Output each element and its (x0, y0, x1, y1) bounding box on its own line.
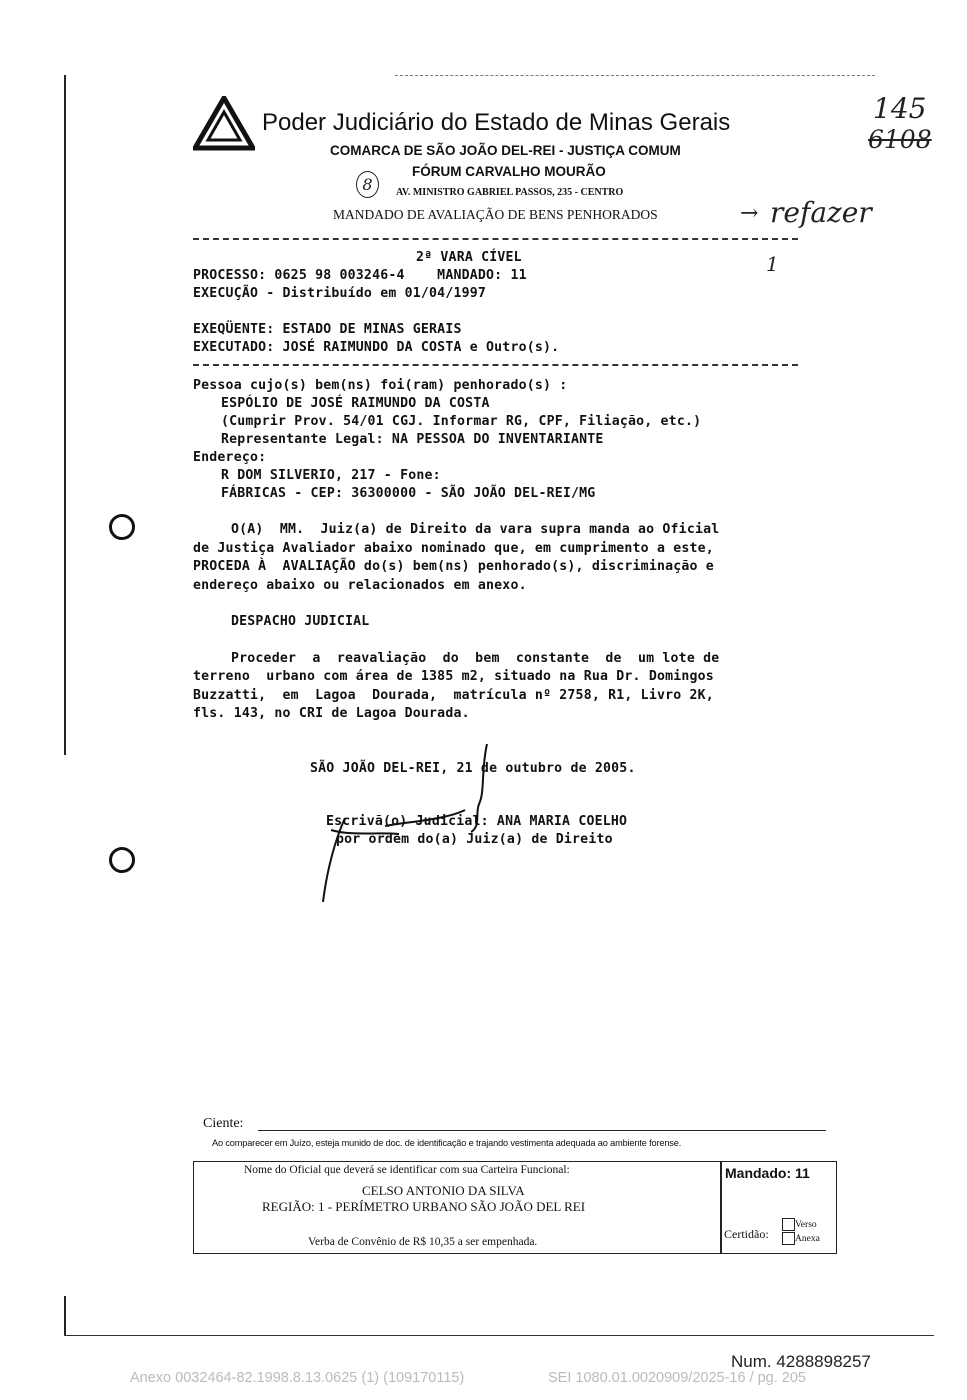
date-line: SÃO JOÃO DEL-REI, 21 de outubro de 2005. (310, 761, 636, 776)
court-logo-icon (193, 96, 255, 154)
mandado-label: Mandado: 11 (725, 1165, 810, 1181)
hole-punch-mark-1 (109, 514, 135, 540)
hole-punch-mark-2 (109, 847, 135, 873)
anexa-option[interactable] (782, 1232, 820, 1246)
forum-address: AV. MINISTRO GABRIEL PASSOS, 235 - CENTRO (396, 187, 624, 198)
certidao-options (782, 1218, 820, 1246)
despacho-line-4: fls. 143, no CRI de Lagoa Dourada. (193, 706, 470, 721)
anexa-checkbox[interactable] (782, 1232, 795, 1245)
verso-label: Verso (795, 1220, 817, 1230)
city: FÁBRICAS - CEP: 36300000 - SÃO JOÃO DEL-REI/MG (221, 486, 596, 501)
vara: 2ª VARA CÍVEL (416, 250, 522, 265)
court-name: Poder Judiciário do Estado de Minas Gerais (262, 109, 731, 136)
separator-top (193, 238, 798, 240)
anexa-label: Anexa (795, 1234, 820, 1244)
forensic-notice: Ao comparecer em Juízo, esteja munido de doc. de identificação e trajando vestimenta adequada ao ambiente forense. (212, 1138, 682, 1148)
street: R DOM SILVERIO, 217 - Fone: (221, 468, 441, 483)
forum-name: FÓRUM CARVALHO MOURÃO (412, 164, 606, 179)
sei-stamp: SEI 1080.01.0020909/2025-16 / pg. 205 (548, 1370, 806, 1386)
processo-line: PROCESSO: 0625 98 003246-4 MANDADO: 11 (193, 268, 527, 283)
order-line-3: PROCEDA À AVALIAÇÃO do(s) bem(ns) penhorado(s), discriminação e (193, 559, 714, 574)
top-scan-dashes (395, 75, 875, 76)
despacho-line-1: Proceder a reavaliação do bem constante de um lote de (231, 651, 720, 666)
order-line-2: de Justiça Avaliador abaixo nominado que, em cumprimento a este, (193, 541, 714, 556)
executado-line: EXECUTADO: JOSÉ RAIMUNDO DA COSTA e Outro(s). (193, 340, 560, 355)
despacho-title: DESPACHO JUDICIAL (231, 614, 370, 629)
document-number: Num. 4288898257 (731, 1352, 871, 1371)
person-intro: Pessoa cujo(s) bem(ns) foi(ram) penhorado(s) : (193, 378, 568, 393)
bottom-left-margin-line (64, 1296, 66, 1336)
por-ordem-line: por ordem do(a) Juiz(a) de Direito (336, 832, 613, 847)
person-name: ESPÓLIO DE JOSÉ RAIMUNDO DA COSTA (221, 396, 490, 411)
handwritten-old-page-number: 6108 (868, 125, 932, 154)
endereco-label: Endereço: (193, 450, 267, 465)
verba: Verba de Convênio de R$ 10,35 a ser empenhada. (308, 1236, 538, 1248)
handwritten-mark-1: 1 (766, 252, 779, 276)
handwritten-signature (315, 740, 505, 910)
comarca: COMARCA DE SÃO JOÃO DEL-REI - JUSTIÇA COMUM (330, 143, 681, 158)
separator-middle (193, 364, 798, 366)
ciente-label: Ciente: (203, 1116, 244, 1131)
officer-title: Nome do Oficial que deverá se identificar com sua Carteira Funcional: (244, 1164, 570, 1176)
officer-region: REGIÃO: 1 - PERÍMETRO URBANO SÃO JOÃO DEL REI (262, 1199, 586, 1214)
order-line-4: endereço abaixo ou relacionados em anexo. (193, 578, 527, 593)
representante: Representante Legal: NA PESSOA DO INVENTARIANTE (221, 432, 604, 447)
handwritten-circle-8: 8 (356, 171, 379, 198)
despacho-line-2: terreno urbano com área de 1385 m2, situado na Rua Dr. Domingos (193, 669, 714, 684)
execucao-line: EXECUÇÃO - Distribuído em 01/04/1997 (193, 286, 487, 301)
left-margin-line (64, 75, 66, 755)
handwritten-refazer: refazer (770, 196, 872, 229)
certidao-label: Certidão: (724, 1227, 769, 1241)
verso-option[interactable] (782, 1218, 820, 1232)
exequente-line: EXEQÜENTE: ESTADO DE MINAS GERAIS (193, 322, 462, 337)
escrivao-line: Escrivã(o) Judicial: ANA MARIA COELHO (326, 814, 628, 829)
document-type: MANDADO DE AVALIAÇÃO DE BENS PENHORADOS (333, 207, 658, 222)
person-instruction: (Cumprir Prov. 54/01 CGJ. Informar RG, CPF, Filiação, etc.) (221, 414, 702, 429)
officer-name: CELSO ANTONIO DA SILVA (362, 1183, 525, 1198)
bottom-edge-line (64, 1335, 934, 1336)
despacho-line-3: Buzzatti, em Lagoa Dourada, matrícula nº 2758, R1, Livro 2K, (193, 688, 714, 703)
order-line-1: O(A) MM. Juiz(a) de Direito da vara supra manda ao Oficial (231, 522, 720, 537)
arrow-icon: → (740, 201, 759, 226)
anexo-stamp: Anexo 0032464-82.1998.8.13.0625 (1) (109170115) (130, 1370, 465, 1386)
handwritten-page-number: 145 (873, 92, 927, 125)
ciente-signature-line (258, 1130, 826, 1131)
verso-checkbox[interactable] (782, 1218, 795, 1231)
